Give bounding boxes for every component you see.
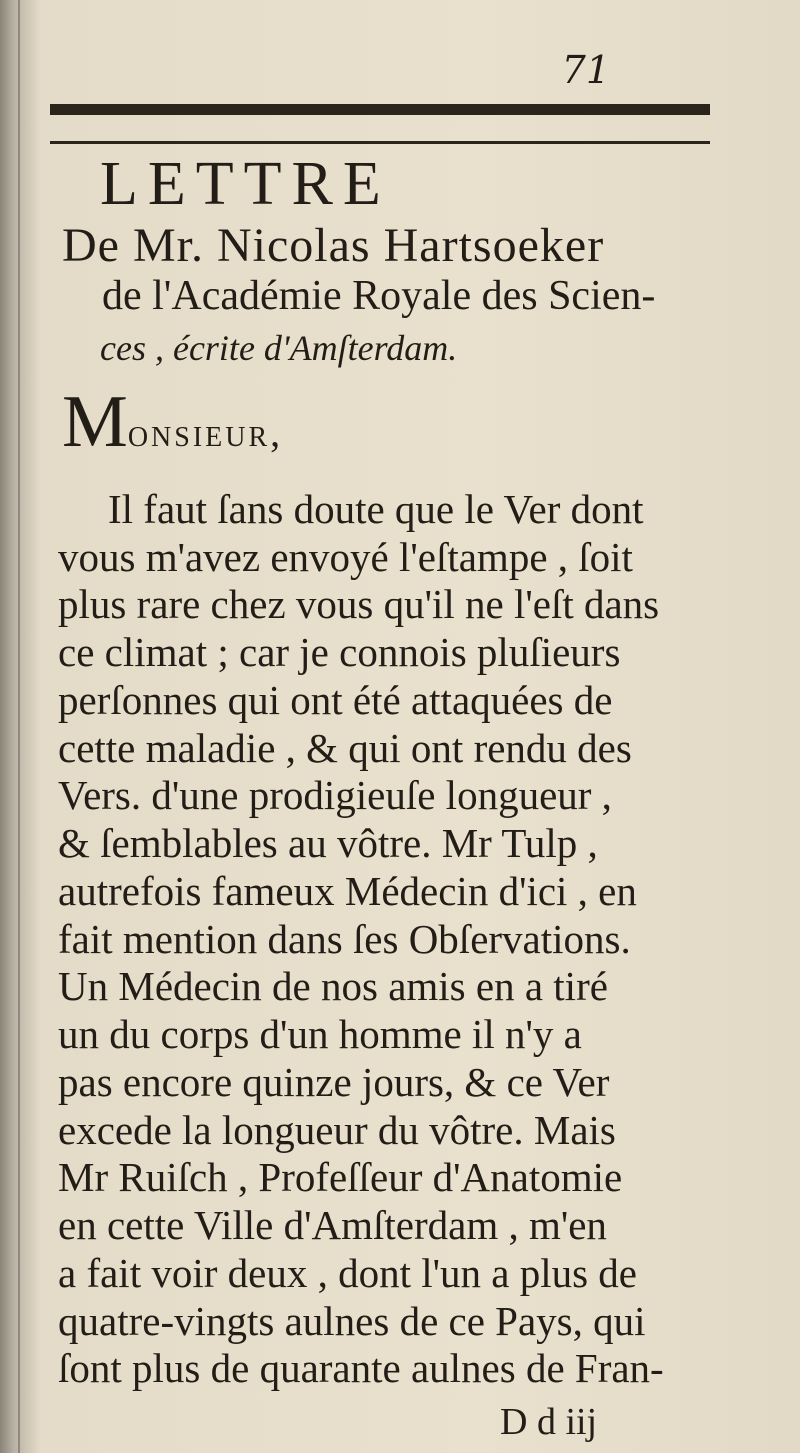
body-line: un du corps d'un homme il n'y a (58, 1011, 582, 1057)
letter-heading: LETTRE (100, 150, 391, 218)
body-line: cette maladie , & qui ont rendu des (58, 725, 632, 771)
page-number: 71 (561, 48, 610, 92)
body-line: ce climat ; car je connois pluſieurs (58, 629, 621, 675)
signature-mark: D d iij (500, 1401, 598, 1443)
body-line: Mr Ruiſch , Profeſſeur d'Anatomie (58, 1154, 623, 1200)
header-rule (50, 104, 710, 115)
salutation-initial: M (62, 381, 128, 463)
body-line: Un Médecin de nos amis en a tiré (58, 963, 608, 1009)
body-line: excede la longueur du vôtre. Mais (58, 1107, 616, 1153)
body-line: en cette Ville d'Amſterdam , m'en (58, 1202, 607, 1248)
body-line: ſont plus de quarante aulnes de Fran- (58, 1345, 664, 1391)
body-line: autrefois fameux Médecin d'ici , en (58, 868, 637, 914)
body-line: quatre-vingts aulnes de ce Pays, qui (58, 1298, 646, 1344)
body-line: Vers. d'une prodigieuſe longueur , (58, 772, 612, 818)
body-line: perſonnes qui ont été attaquées de (58, 677, 613, 723)
title-line-2: de l'Académie Royale des Scien- (102, 273, 656, 319)
body-line: a fait voir deux , dont l'un a plus de (58, 1250, 637, 1296)
header-rule-thin (50, 141, 710, 144)
page-gutter (18, 0, 20, 1453)
body-line: plus rare chez vous qu'il ne l'eſt dans (58, 581, 660, 627)
body-line: & ſemblables au vôtre. Mr Tulp , (58, 820, 598, 866)
title-line-3: ces , écrite d'Amſterdam. (100, 328, 458, 368)
body-line: pas encore quinze jours, & ce Ver (58, 1059, 610, 1105)
salutation (62, 380, 283, 465)
salutation-rest: onsieur, (127, 410, 284, 455)
title-line-1: De Mr. Nicolas Hartsoeker (62, 219, 605, 272)
body-line: Il faut ſans doute que le Ver dont (108, 486, 644, 532)
body-line: vous m'avez envoyé l'eſtampe , ſoit (58, 534, 633, 580)
body-line: fait mention dans ſes Obſervations. (58, 916, 631, 962)
